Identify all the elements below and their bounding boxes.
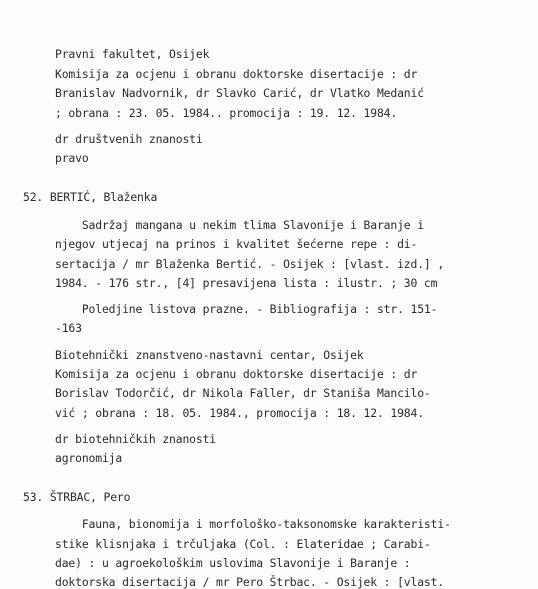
field-line: pravo xyxy=(55,151,89,165)
degree-line: dr biotehničkih znanosti xyxy=(55,432,216,446)
committee-line: Borislav Todorčić, dr Nikola Faller, dr Staniša Mancilo- xyxy=(55,386,431,400)
note-line: Poledjine listova prazne. - Bibliografija : str. 151- xyxy=(55,302,438,316)
entry-heading: 52. BERTIĆ, Blaženka xyxy=(23,190,158,204)
degree-line: dr društvenih znanosti xyxy=(55,132,203,146)
description-line: Fauna, bionomija i morfološko-taksonomske karakteristi- xyxy=(55,517,451,531)
defense-line: ; obrana : 23. 05. 1984.. promocija : 19. 12. 1984. xyxy=(55,106,398,120)
description-line: Sadržaj mangana u nekim tlima Slavonije i Baranje i xyxy=(55,218,424,232)
description-line: doktorska disertacija / mr Pero Štrbac. - Osijek : [vlast. xyxy=(55,575,445,589)
defense-line: vić ; obrana : 18. 05. 1984., promocija : 18. 12. 1984. xyxy=(55,406,424,420)
field-line: agronomija xyxy=(55,451,123,465)
description-line: stike klisnjaka i trčuljaka (Col. : Elateridae ; Carabi- xyxy=(55,537,431,551)
description-line: njegov utjecaj na prinos i kvalitet šećerne repe : di- xyxy=(55,237,418,251)
note-line: -163 xyxy=(55,321,82,335)
institution-line: Pravni fakultet, Osijek xyxy=(55,47,210,61)
description-line: sertacija / mr Blaženka Bertić. - Osijek : [vlast. izd.] , xyxy=(55,257,445,271)
committee-line: Komisija za ocjenu i obranu doktorske disertacije : dr xyxy=(55,367,418,381)
institution-line: Biotehnički znanstveno-nastavni centar, Osijek xyxy=(55,348,364,362)
committee-line: Komisija za ocjenu i obranu doktorske disertacije : dr xyxy=(55,67,418,81)
entry-heading: 53. ŠTRBAC, Pero xyxy=(23,490,131,504)
description-line: dae) : u agroekološkim uslovima Slavonije i Baranje : xyxy=(55,556,411,570)
committee-line: Branislav Nadvornik, dr Slavko Carić, dr Vlatko Medanić xyxy=(55,86,424,100)
description-line: 1984. - 176 str., [4] presavijena lista : ilustr. ; 30 cm xyxy=(55,276,438,290)
